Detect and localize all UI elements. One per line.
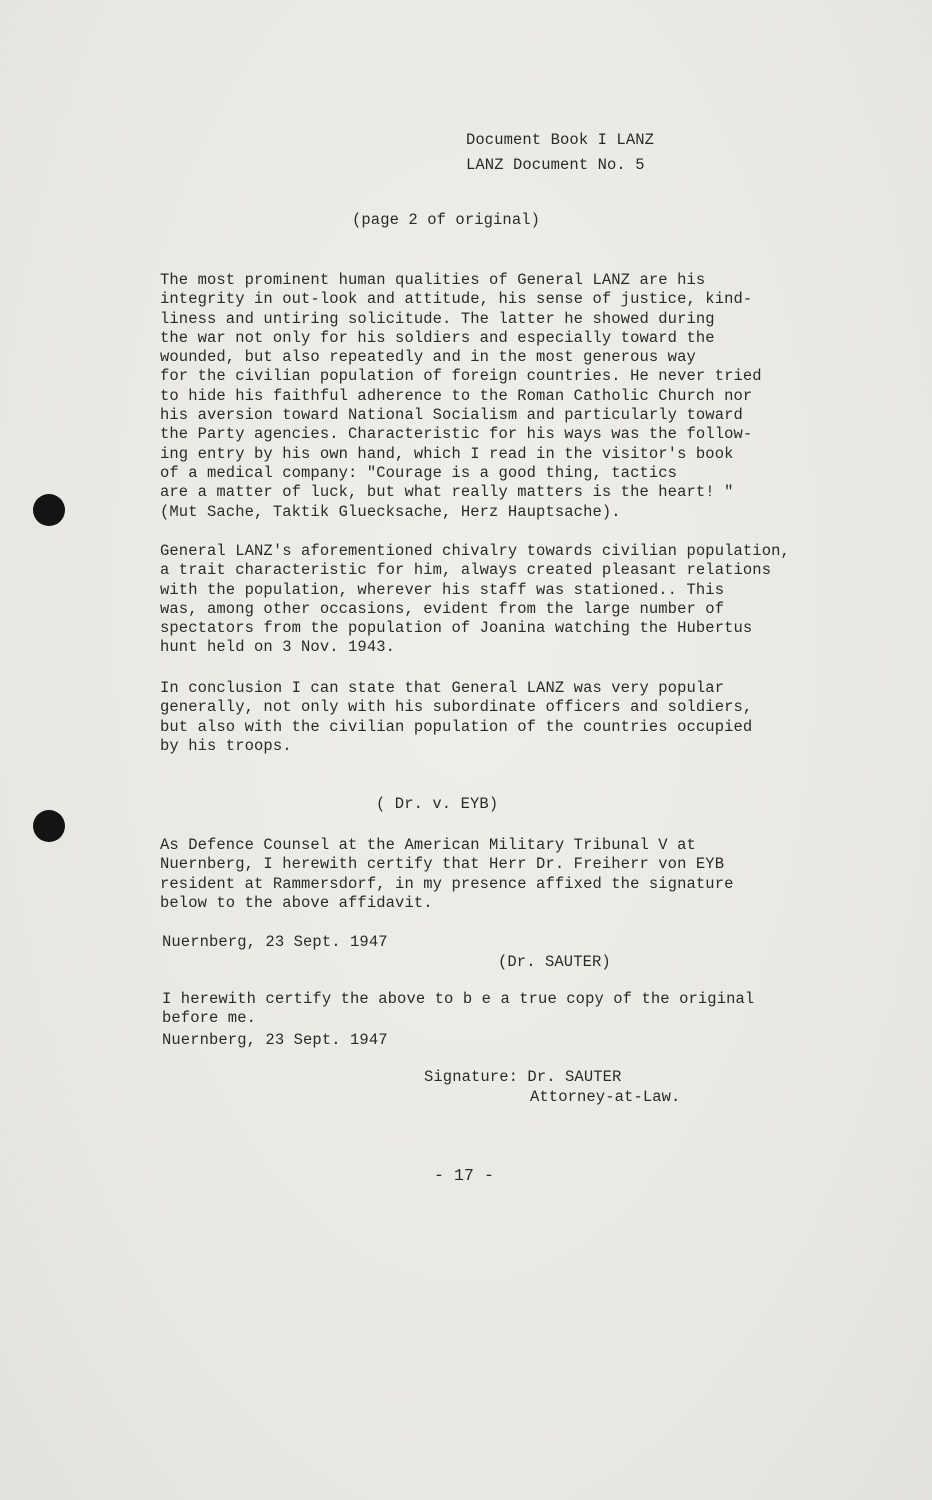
- paragraph-qualities: The most prominent human qualities of General LANZ are his integrity in out-look and attitude, his sense of justice, kind- liness and untiring solicitude. The latter he showed during the war not only for his soldiers and especially toward the wounded, but also repeatedly and in the most generous way for the civilian population of foreign countries. He never tried to hide his faithful adherence to the Roman Catholic Church nor his aversion toward National Socialism and particularly toward the Party agencies. Characteristic for his ways was the follow- ing entry by his own hand, which I read in the visitor's book of a medical company: "Courage is a good thing, tactics are a matter of luck, but what really matters is the heart! " (Mut Sache, Taktik Gluecksache, Herz Hauptsache).: [160, 271, 762, 521]
- punch-hole-bottom: [33, 810, 65, 842]
- header-document-book: Document Book I LANZ: [466, 131, 655, 149]
- punch-hole-top: [33, 494, 65, 526]
- certification-paragraph: As Defence Counsel at the American Military Tribunal V at Nuernberg, I herewith certify that Herr Dr. Freiherr von EYB resident at Rammersdorf, in my presence affixed the signature below to the above affidavit.: [160, 836, 734, 912]
- signature-line: Signature: Dr. SAUTER: [424, 1068, 622, 1086]
- counsel-name: (Dr. SAUTER): [498, 953, 611, 971]
- copy-certification: I herewith certify the above to b e a true copy of the original before me.: [162, 990, 755, 1028]
- place-date-first: Nuernberg, 23 Sept. 1947: [162, 933, 388, 951]
- page-number: - 17 -: [434, 1166, 495, 1185]
- affiant-name: ( Dr. v. EYB): [376, 795, 499, 813]
- paragraph-chivalry: General LANZ's aforementioned chivalry towards civilian population, a trait characteristic for him, always created pleasant relations with the population, wherever his staff was stationed.. This was, among other occasions, evident from the large number of spectators from the population of Joanina watching the Hubertus hunt held on 3 Nov. 1943.: [160, 542, 790, 657]
- page-note: (page 2 of original): [352, 211, 541, 229]
- place-date-second: Nuernberg, 23 Sept. 1947: [162, 1031, 388, 1049]
- paragraph-conclusion: In conclusion I can state that General LANZ was very popular generally, not only with his subordinate officers and soldiers, but also with the civilian population of the countries occupied by his troops.: [160, 679, 753, 755]
- signature-title: Attorney-at-Law.: [530, 1088, 681, 1106]
- header-document-number: LANZ Document No. 5: [466, 156, 645, 174]
